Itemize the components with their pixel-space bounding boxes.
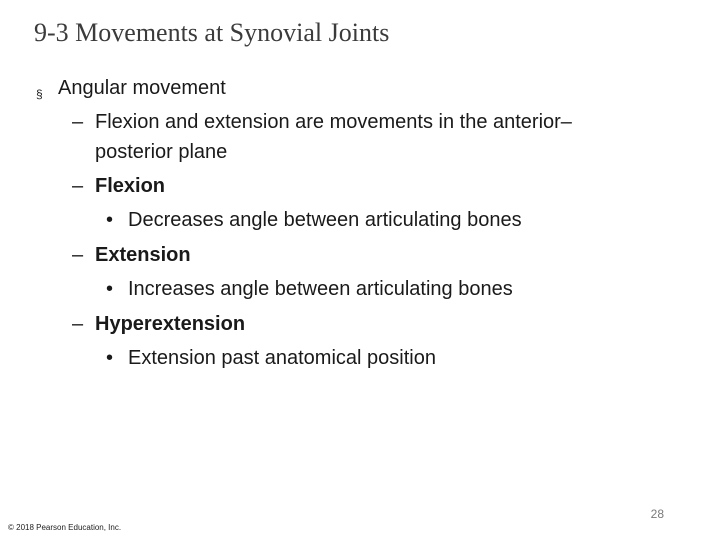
bullet-text: Flexion (95, 175, 166, 197)
bullet-text: Hyperextension (95, 313, 246, 335)
bullet-text: Angular movement (58, 77, 226, 99)
bullet-level3 (0, 277, 720, 301)
bullet-text: Flexion and extension are movements in the anterior– (95, 111, 572, 133)
bullet-text: Extension (95, 244, 191, 266)
bullet-text: Decreases angle between articulating bones (128, 209, 522, 231)
page-number: 28 (650, 507, 664, 521)
dot-bullet-icon: • (106, 209, 114, 231)
bullet-level2 (0, 312, 720, 336)
section-bullet-icon: § (36, 87, 43, 101)
dash-bullet-icon: – (72, 175, 84, 197)
dot-bullet-icon: • (106, 347, 114, 369)
bullet-text: Increases angle between articulating bones (128, 278, 513, 300)
slide-title: 9-3 Movements at Synovial Joints (34, 18, 390, 47)
bullet-level3 (0, 346, 720, 370)
bullet-level2 (0, 110, 720, 134)
bullet-text: Extension past anatomical position (128, 347, 436, 369)
bullet-level2 (0, 174, 720, 198)
copyright-notice: © 2018 Pearson Education, Inc. (8, 523, 122, 532)
bullet-level3 (0, 208, 720, 232)
bullet-level1 (0, 76, 720, 100)
dot-bullet-icon: • (106, 278, 114, 300)
dash-bullet-icon: – (72, 244, 84, 266)
bullet-level2 (0, 243, 720, 267)
dash-bullet-icon: – (72, 313, 84, 335)
bullet-continuation (0, 140, 720, 164)
dash-bullet-icon: – (72, 111, 84, 133)
bullet-text-continuation: posterior plane (95, 141, 228, 163)
